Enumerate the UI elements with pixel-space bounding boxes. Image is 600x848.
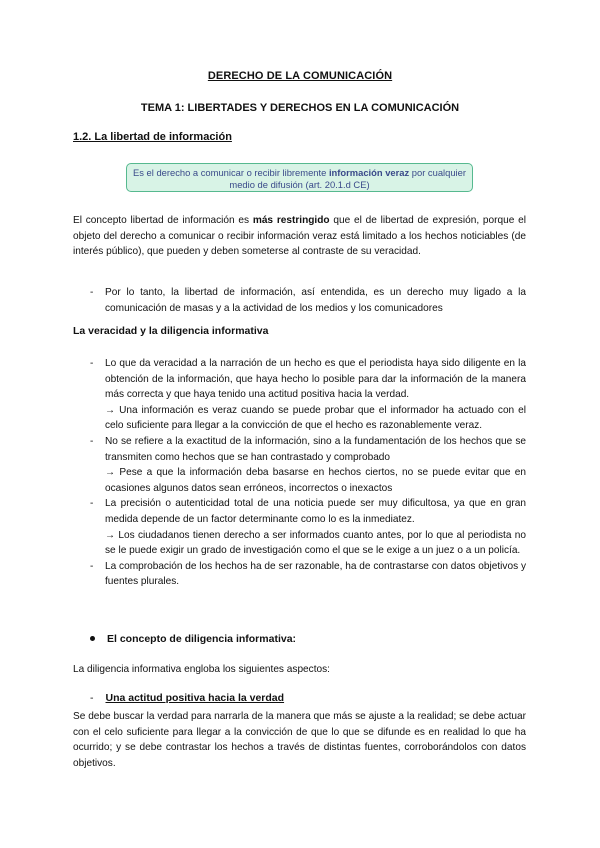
aspect-paragraph: Se debe buscar la verdad para narrarla de la manera que más se ajuste a la realidad; se debe actuar con el celo suficiente para llegar a la convicción de que lo que se difunde es en realidad lo que ha ocurrido; y se debe contrastar los hechos a través de distintas fuentes, corroborándolos con datos objetivos. [73,711,526,769]
list-item [73,496,526,558]
bullet-dash: - [90,358,94,369]
bullet-text: No se refiere a la exactitud de la información, sino a la fundamentación de los hechos que se transmiten como hechos que se han contrastado y comprobado [105,435,526,463]
bullet-dash: - [90,560,94,572]
intro-text-pre: El concepto libertad de información es [73,215,253,226]
document-subtitle: TEMA 1: LIBERTADES Y DERECHOS EN LA COMUNICACIÓN [140,102,460,114]
bullet-dot-icon [90,636,95,641]
list-item [73,356,526,434]
first-bullet-list [73,285,526,316]
callout-text-pre: Es el derecho a comunicar o recibir libremente [133,167,329,178]
callout-text-post: por cualquier medio de difusión (art. 20.1.d CE) [229,167,466,190]
bullet-dash: - [90,287,94,298]
concept-heading-text: El concepto de diligencia informativa: [107,633,297,645]
intro-text-post: que el de libertad de expresión, porque el objeto del derecho a comunicar o recibir información veraz está limitado a los hechos noticiables (de interés público), que pueden y deben someterse al contraste de su veracidad. [73,215,526,258]
bullet-dash: - [90,435,94,447]
callout-highlight: información veraz [328,167,410,178]
list-item [73,559,526,590]
aspect-heading [90,692,284,704]
bullet-arrow-note: → Una información es veraz cuando se puede probar que el informador ha actuado con el celo suficiente para llegar a la convicción de que el hecho es razonablemente veraz. [105,404,526,432]
bullet-text: La precisión o autenticidad total de una noticia puede ser muy dificultosa, ya que en gran medida depende de un factor determinante como lo es la inmediatez. [105,498,526,525]
document-title: DERECHO DE LA COMUNICACIÓN [207,70,393,82]
bullet-text: Por lo tanto, la libertad de información, así entendida, es un derecho muy ligado a la comunicación de masas y a la actividad de los medios y los comunicadores [105,287,526,314]
intro-paragraph [73,213,526,260]
bullet-text: Lo que da veracidad a la narración de un hecho es que el periodista haya sido diligente en la obtención de la información, que haya hecho lo posible para dar la información de la manera más correcta y que haya tenido una actitud positiva hacia la verdad. [105,358,526,401]
definition-callout [126,163,473,192]
concept-heading [90,633,296,645]
intro-text-bold: más restringido [252,215,330,226]
concept-intro: La diligencia informativa engloba los siguientes aspectos: [73,664,330,675]
list-item [73,285,526,316]
bullet-dash: - [90,498,94,510]
list-item [73,434,526,496]
bullet-arrow-note: → Pese a que la información deba basarse en hechos ciertos, no se puede evitar que en ocasiones algunos datos sean erróneos, incorrectos o inexactos [105,467,526,494]
section-title: 1.2. La libertad de información [73,131,232,143]
veracity-bullet-list [73,356,526,590]
aspect-heading-text: Una actitud positiva hacia la verdad [105,692,285,704]
bullet-arrow-note: → Los ciudadanos tienen derecho a ser informados cuanto antes, por lo que al periodista no se le puede exigir un grado de investigación como el que se le exige a un juez o a un policía. [105,529,526,557]
veracity-subheading: La veracidad y la diligencia informativa [73,325,269,337]
bullet-text: La comprobación de los hechos ha de ser razonable, ha de contrastarse con datos objetivos y fuentes plurales. [105,560,526,588]
aspect-dash: - [90,692,94,704]
